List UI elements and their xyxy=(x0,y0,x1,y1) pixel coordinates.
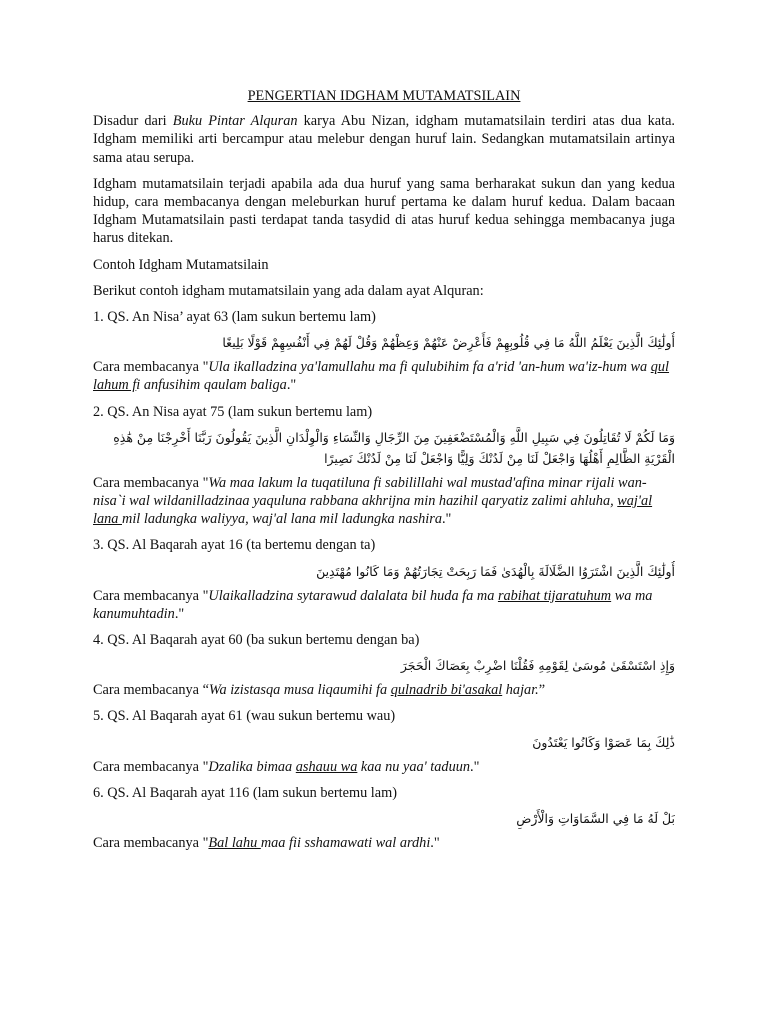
arabic-verse: بَلْ لَهُ مَا فِي السَّمَاوَاتِ وَالْأَرْضِ xyxy=(516,811,675,827)
reading-guide xyxy=(93,681,675,699)
reading-label: Cara membacanya xyxy=(93,587,203,604)
transliteration: hajar. xyxy=(502,682,539,699)
reading-label: Cara membacanya xyxy=(93,682,203,699)
reading-label: Cara membacanya xyxy=(93,474,203,491)
quote-close: ." xyxy=(286,377,297,394)
example-3 xyxy=(93,536,675,623)
reading-label: Cara membacanya xyxy=(93,359,203,376)
idgham-highlight: waj'al lana xyxy=(93,493,653,528)
section-intro: Berikut contoh idgham mutamatsilain yang ada dalam ayat Alquran: xyxy=(93,282,484,299)
quote-open: " xyxy=(202,359,209,376)
example-heading: 3. QS. Al Baqarah ayat 16 (ta bertemu dengan ta) xyxy=(93,537,376,554)
example-heading: 1. QS. An Nisa’ ayat 63 (lam sukun bertemu lam) xyxy=(93,309,376,326)
transliteration: i anfusihim qaulam baliga xyxy=(136,377,287,394)
transliteration: mil ladungka waliyya, waj'al lana mil ladungka nashira xyxy=(122,511,442,528)
transliteration: kaa nu yaa' taduun xyxy=(357,758,471,775)
example-5 xyxy=(93,707,675,775)
transliteration: Dzalika bimaa xyxy=(208,758,296,775)
example-4 xyxy=(93,631,675,699)
example-heading: 6. QS. Al Baqarah ayat 116 (lam sukun bertemu lam) xyxy=(93,784,398,801)
idgham-highlight: qulnadrib bi'asakal xyxy=(390,682,503,699)
transliteration: maa fii sshamawati wal ardhi xyxy=(260,835,431,852)
quote-close: ." xyxy=(470,758,480,775)
intro-paragraph-1 xyxy=(93,112,675,167)
reading-guide xyxy=(93,587,675,623)
arabic-verse: أُولَٰئِكَ الَّذِينَ يَعْلَمُ اللَّهُ مَا فِي قُلُوبِهِمْ فَأَعْرِضْ عَنْهُمْ وَعِظْهُمْ وَقُلْ لَهُمْ فِي أَنْفُسِهِمْ قَوْلًا بَلِيغًا xyxy=(222,335,675,351)
example-6 xyxy=(93,784,675,852)
arabic-verse: وَإِذِ اسْتَسْقَىٰ مُوسَىٰ لِقَوْمِهِ فَقُلْنَا اضْرِبْ بِعَصَاكَ الْحَجَرَ xyxy=(400,658,675,674)
arabic-verse: أُولَٰئِكَ الَّذِينَ اشْتَرَوُا الضَّلَالَةَ بِالْهُدَىٰ فَمَا رَبِحَتْ تِجَارَتُهُمْ وَمَا كَانُوا مُهْتَدِينَ xyxy=(316,563,675,579)
quote-open: “ xyxy=(202,682,209,699)
transliteration: wa ma kanumuhtadin xyxy=(93,587,653,622)
transliteration: Wa izistasqa musa liqaumihi fa xyxy=(208,682,391,699)
reading-guide xyxy=(93,834,675,852)
quote-open: " xyxy=(202,835,209,852)
quote-open: " xyxy=(202,587,209,604)
reading-label: Cara membacanya xyxy=(93,758,203,775)
book-title: Buku Pintar Alquran xyxy=(172,113,298,130)
reading-label: Cara membacanya xyxy=(93,835,203,852)
quote-close: ” xyxy=(538,682,546,699)
intro-text: Disadur dari xyxy=(93,113,173,130)
example-1 xyxy=(93,308,675,395)
reading-guide xyxy=(93,758,675,776)
transliteration: Ulaikalladzina sytarawud dalalata bil huda fa ma xyxy=(208,587,498,604)
quote-close: ." xyxy=(174,605,185,622)
transliteration: Ula ikalladzina ya'lamullahu ma fi qulubihim fa a'rid 'an-hum wa'iz-hum wa xyxy=(208,359,651,376)
quote-close: ." xyxy=(430,835,440,852)
quote-close: ." xyxy=(441,511,452,528)
intro-paragraph-2: Idgham mutamatsilain terjadi apabila ada dua huruf yang sama berharakat sukun dan yang kedua hidup, cara membacanya dengan meleburkan huruf pertama ke dalam huruf kedua. Dalam bacaan Idgham Mutamatsilain pasti terdapat tanda tasydid di atas huruf kedua sehingga membacanya juga harus ditekan. xyxy=(93,175,675,247)
reading-guide xyxy=(93,474,675,529)
quote-open: " xyxy=(202,474,209,491)
section-heading: Contoh Idgham Mutamatsilain xyxy=(93,256,269,273)
example-2 xyxy=(93,403,675,529)
idgham-highlight: rabihat tijaratuhum xyxy=(497,587,612,604)
page-title: PENGERTIAN IDGHAM MUTAMATSILAIN xyxy=(247,88,521,104)
transliteration: Wa maa lakum la tuqatiluna fi sabilillahi wal mustad'afina minar rijali wan-nisa`i wal wildanilladzinaa yaquluna rabbana akhrijna min hazihil qaryatiz zalimi ahluha, xyxy=(93,474,647,510)
arabic-verse: وَمَا لَكُمْ لَا تُقَاتِلُونَ فِي سَبِيلِ اللَّهِ وَالْمُسْتَضْعَفِينَ مِنَ الرِّجَالِ وَالنِّسَاءِ وَالْوِلْدَانِ الَّذِينَ يَقُولُونَ رَبَّنَا أَخْرِجْنَا مِنْ هَٰذِهِ الْقَرْيَةِ الظَّالِمِ أَهْلُهَا وَاجْعَلْ لَنَا مِنْ لَدُنْكَ وَلِيًّا وَاجْعَلْ لَنَا مِنْ لَدُنْكَ نَصِيرًا xyxy=(113,429,675,466)
example-heading: 5. QS. Al Baqarah ayat 61 (wau sukun bertemu wau) xyxy=(93,708,396,725)
idgham-highlight: ashauu wa xyxy=(295,758,358,775)
reading-guide xyxy=(93,358,675,394)
idgham-highlight: qul lahum f xyxy=(93,359,670,394)
example-heading: 4. QS. Al Baqarah ayat 60 (ba sukun bertemu dengan ba) xyxy=(93,632,420,649)
quote-open: " xyxy=(202,758,209,775)
arabic-verse: ذَٰلِكَ بِمَا عَصَوْا وَكَانُوا يَعْتَدُونَ xyxy=(532,734,675,750)
idgham-highlight: Bal lahu xyxy=(208,835,261,852)
intro-text: karya Abu Nizan, idgham mutamatsilain terdiri atas dua kata. Idgham memiliki arti bercampur atau melebur dengan huruf lain. Sedangkan mutamatsilain artinya sama atau serupa. xyxy=(93,113,675,166)
example-heading: 2. QS. An Nisa ayat 75 (lam sukun bertemu lam) xyxy=(93,403,373,420)
